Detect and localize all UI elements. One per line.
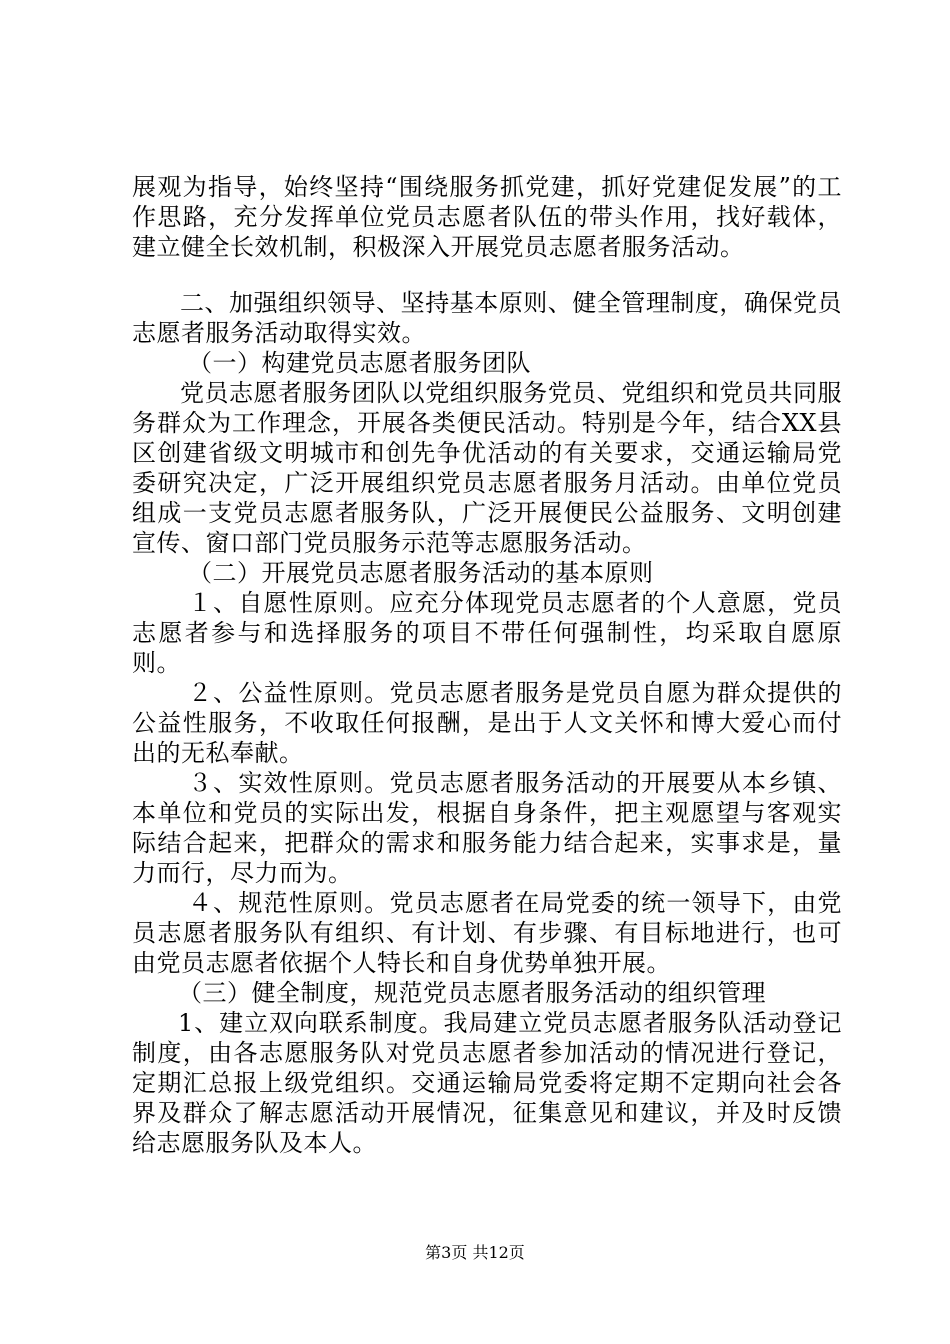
paragraph-contact-system: 1、建立双向联系制度。我局建立党员志愿者服务队活动登记制度，由各志愿服务队对党员志愿者参加活动的情况进行登记，定期汇总报上级党组织。交通运输局党委将定期不定期向社会各界及群众了解志愿活动开展情况，征集意见和建议，并及时反馈给志愿服务队及本人。 — [132, 1009, 842, 1157]
subheading-3: （三）健全制度，规范党员志愿者服务活动的组织管理 — [178, 979, 766, 1007]
subheading-2: （二）开展党员志愿者服务活动的基本原则 — [188, 559, 654, 587]
principle-1: １、自愿性原则。应充分体现党员志愿者的个人意愿，党员志愿者参与和选择服务的项目不带任何强制性，均采取自愿原则。 — [132, 589, 842, 677]
document-body — [132, 172, 842, 1158]
page-number: 第3页 共12页 — [425, 1243, 525, 1262]
principle-3: ３、实效性原则。党员志愿者服务活动的开展要从本乡镇、本单位和党员的实际出发，根据自身条件，把主观愿望与客观实际结合起来，把群众的需求和服务能力结合起来，实事求是，量力而行，尽力而为。 — [132, 769, 842, 887]
section-heading-2: 二、加强组织领导、坚持基本原则、健全管理制度，确保党员志愿者服务活动取得实效。 — [132, 289, 842, 347]
paragraph-team: 党员志愿者服务团队以党组织服务党员、党组织和党员共同服务群众为工作理念，开展各类便民活动。特别是今年，结合XX县区创建省级文明城市和创先争优活动的有关要求，交通运输局党委研究决定，广泛开展组织党员志愿者服务月活动。由单位党员组成一支党员志愿者服务队，广泛开展便民公益服务、文明创建宣传、窗口部门党员服务示范等志愿服务活动。 — [132, 379, 842, 557]
principle-2: ２、公益性原则。党员志愿者服务是党员自愿为群众提供的公益性服务，不收取任何报酬，是出于人文关怀和博大爱心而付出的无私奉献。 — [132, 679, 842, 767]
principle-4: ４、规范性原则。党员志愿者在局党委的统一领导下，由党员志愿者服务队有组织、有计划、有步骤、有目标地进行，也可由党员志愿者依据个人特长和自身优势单独开展。 — [132, 889, 842, 977]
paragraph-intro-continuation: 展观为指导，始终坚持“围绕服务抓党建，抓好党建促发展”的工作思路，充分发挥单位党员志愿者队伍的带头作用，找好载体，建立健全长效机制，积极深入开展党员志愿者服务活动。 — [132, 173, 842, 261]
subheading-1: （一）构建党员志愿者服务团队 — [188, 349, 531, 377]
paragraph-gap — [132, 262, 842, 288]
